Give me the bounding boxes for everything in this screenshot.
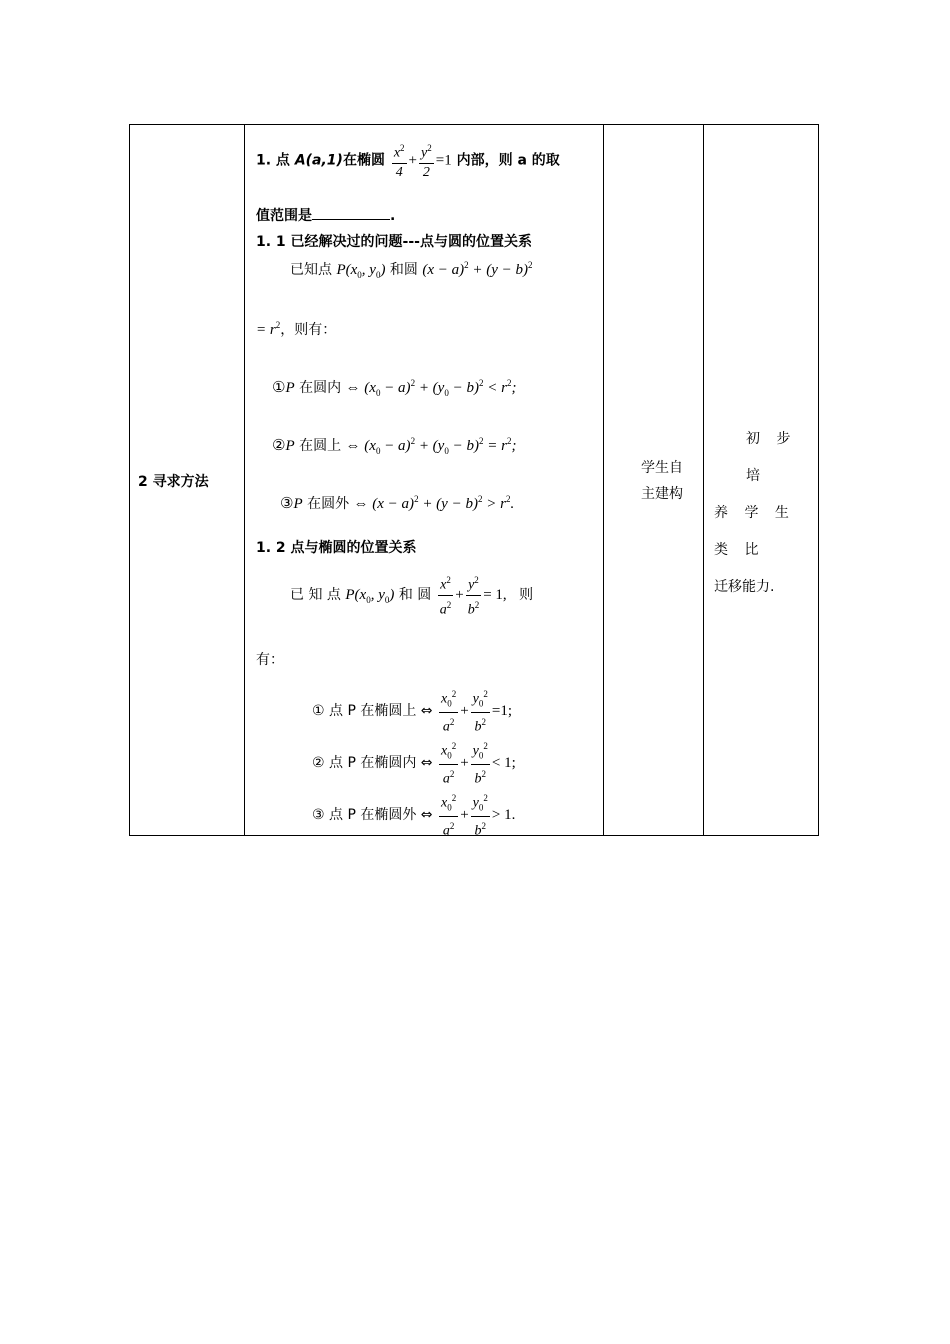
intro-text: 和 圆 xyxy=(398,587,432,604)
formula-outside: ⇔ $(x - a)^2 + (y - b)^2 > r^2$. xyxy=(353,494,515,512)
column-divider xyxy=(603,125,604,835)
activity-cell xyxy=(620,455,704,507)
circle-case-outside: ③P 在圆外 ⇔ $(x - a)^2 + (y - b)^2 > r^2$. xyxy=(280,494,515,512)
ellipse-case-on: ① 点 P 在椭圆上 ⇔ $\frac{x_0^2}{a^2}$ + $\frac{y_0^2}{b^2}$ =1; xyxy=(312,685,512,737)
fraction-y2-b2: $\frac{y^2}{b^2}$ xyxy=(466,571,482,619)
section-1-2-intro: 已 知 点 $P(x_0$, $y_0$) 和 圆 $\frac{x^2}{a^2}$ + $\frac{y^2}{b^2}$ = 1, 则 xyxy=(290,571,533,619)
answer-blank[interactable] xyxy=(312,207,390,220)
case-text: 在圆外 xyxy=(307,496,350,512)
fraction-y2-2: $\frac{y^2}{2}$ xyxy=(419,139,434,182)
formula-circle: $(x - a)^2 + (y - b)^2$ xyxy=(422,260,533,278)
ellipse-case-outside: ③ 点 P 在椭圆外 ⇔ $\frac{x_0^2}{a^2}$ + $\frac{y_0^2}{b^2}$ > 1. xyxy=(312,789,515,841)
question-1-line2 xyxy=(256,205,395,225)
section-1-2-title: 1. 2 点与椭圆的位置关系 xyxy=(256,540,417,556)
question-text: 内部，则 a 的取 xyxy=(456,152,560,169)
fraction-x2-a2: $\frac{x^2}{a^2}$ xyxy=(438,571,454,619)
section-1-1-title: 1. 1 已经解决过的问题---点与圆的位置关系 xyxy=(256,234,532,250)
fraction-x0-a2: $\frac{x_0^2}{a^2}$ xyxy=(439,737,458,789)
case-text: 在圆内 xyxy=(299,380,342,396)
intro-text: 已知点 xyxy=(290,262,332,278)
intro-text: 则 xyxy=(519,587,534,604)
stage-label: 2 寻求方法 xyxy=(138,474,209,490)
relation: > 1. xyxy=(491,807,516,824)
case-text: ② 点 P 在椭圆内 ⇔ xyxy=(312,755,433,772)
formula-on: ⇔ $(x_0 - a)^2 + (y_0 - b)^2 = r^2$; xyxy=(345,436,517,456)
fraction-x2-4: $\frac{x^2}{4}$ xyxy=(392,139,407,182)
question-number: 1. 点 xyxy=(256,152,295,169)
intro-text: ，则有： xyxy=(280,322,337,338)
circled-number: ① xyxy=(272,378,286,396)
column-divider xyxy=(244,125,245,835)
formula-r2: = $r^2$ xyxy=(256,320,281,338)
fraction-y0-b2: $\frac{y_0^2}{b^2}$ xyxy=(471,789,490,841)
section-1-2-have: 有： xyxy=(256,652,284,668)
activity-line: 主建构 xyxy=(641,486,683,502)
intent-line: 初 步 培 xyxy=(746,431,797,484)
circle-case-inside: ①P 在圆内 ⇔ $(x_0 - a)^2 + (y_0 - b)^2 < r^2$; xyxy=(272,378,517,398)
lesson-table xyxy=(129,124,819,840)
question-text: . xyxy=(390,208,396,224)
ellipse-case-inside: ② 点 P 在椭圆内 ⇔ $\frac{x_0^2}{a^2}$ + $\frac{y_0^2}{b^2}$ < 1; xyxy=(312,737,516,789)
circled-number: ② xyxy=(272,436,286,454)
relation: =1; xyxy=(491,703,513,720)
fraction-y0-b2: $\frac{y_0^2}{b^2}$ xyxy=(471,685,490,737)
fraction-x0-a2: $\frac{x_0^2}{a^2}$ xyxy=(439,685,458,737)
case-text: ① 点 P 在椭圆上 ⇔ xyxy=(312,703,433,720)
intent-line: 养 学 生 类 比 xyxy=(714,505,795,558)
circled-number: ③ xyxy=(280,494,294,512)
circle-case-on: ②P 在圆上 ⇔ $(x_0 - a)^2 + (y_0 - b)^2 = r^2$; xyxy=(272,436,517,456)
question-text: 在椭圆 xyxy=(342,152,385,169)
section-1-1-intro-cont xyxy=(256,319,336,339)
intro-text: 和圆 xyxy=(389,262,418,278)
equation-rhs: =1 xyxy=(435,152,452,169)
fraction-y0-b2: $\frac{y_0^2}{b^2}$ xyxy=(471,737,490,789)
fraction-x0-a2: $\frac{x_0^2}{a^2}$ xyxy=(439,789,458,841)
case-text: 在圆上 xyxy=(299,438,342,454)
formula-point-p: $P(x_0$, $y_0$) xyxy=(336,262,386,280)
section-1-1-intro xyxy=(290,259,533,280)
question-1: 1. 点 A(a,1)在椭圆 $\frac{x^2}{4}$ + $\frac{y^2}{2}$ =1 内部，则 a 的取 xyxy=(256,139,560,182)
question-text: 值范围是 xyxy=(256,208,312,224)
intent-line: 迁移能力. xyxy=(714,579,775,595)
content-cell xyxy=(248,125,598,840)
relation: < 1; xyxy=(491,755,516,772)
point-a: A(a,1) xyxy=(294,152,343,169)
formula-point-p: $P(x_0$, $y_0$) xyxy=(345,587,395,606)
intro-text: 已 知 点 xyxy=(290,587,341,604)
activity-line: 学生自 xyxy=(641,460,683,476)
intent-cell xyxy=(714,421,814,606)
case-text: ③ 点 P 在椭圆外 ⇔ xyxy=(312,807,433,824)
formula-inside: ⇔ $(x_0 - a)^2 + (y_0 - b)^2 < r^2$; xyxy=(345,378,517,398)
